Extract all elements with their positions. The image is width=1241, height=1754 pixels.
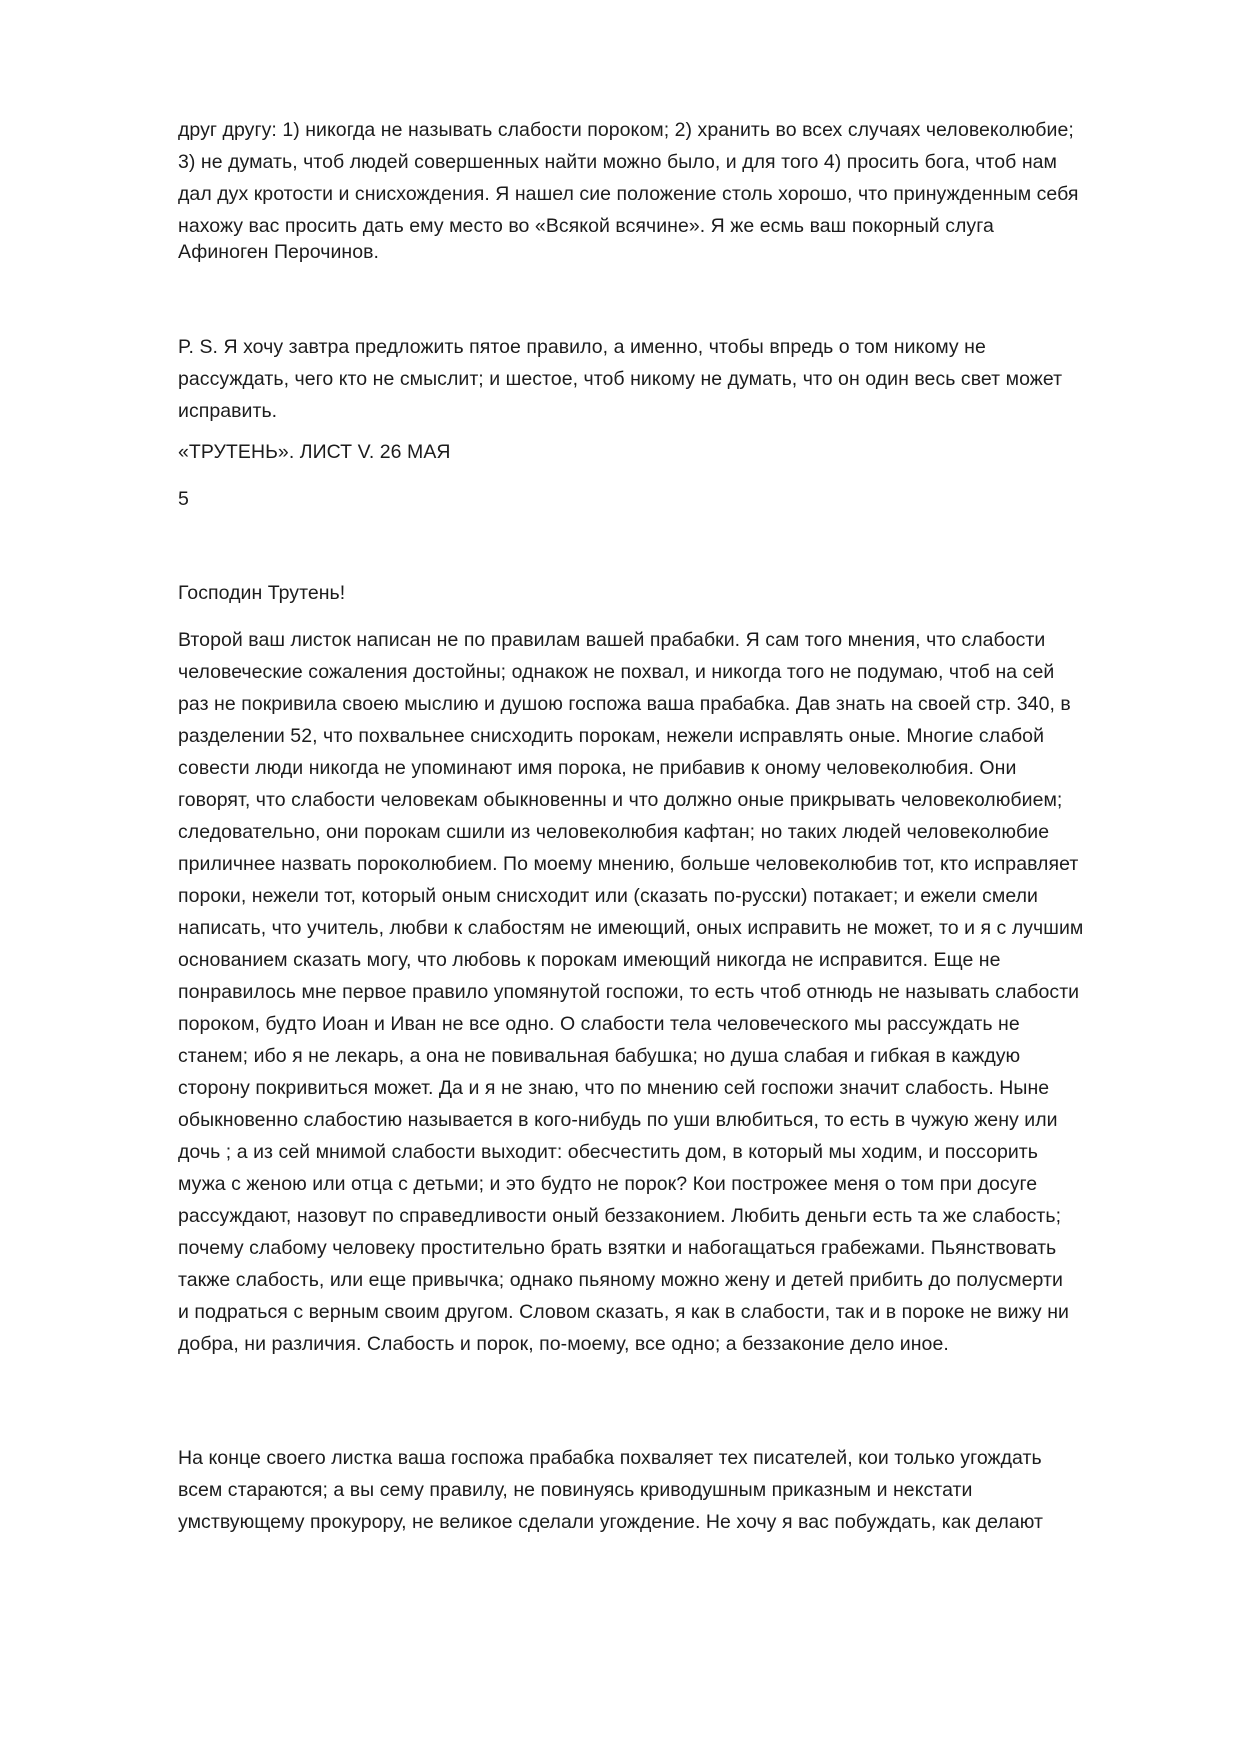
postscript bbox=[178, 331, 1163, 427]
text-line: пороком, будто Иоан и Иван не все одно. О слабости тела человеческого мы рассуждать не bbox=[178, 1013, 1020, 1035]
signature-text: Афиноген Перочинов. bbox=[178, 241, 380, 263]
text-line: добра, ни различия. Слабость и порок, по-моему, все одно; а беззаконие дело иное. bbox=[178, 1333, 949, 1355]
document-page bbox=[178, 0, 1163, 1754]
text-line: исправить. bbox=[178, 400, 278, 422]
text-line: совести люди никогда не упоминают имя порока, не прибавив к оному человеколюбия. Они bbox=[178, 757, 1017, 779]
text-line: говорят, что слабости человекам обыкновенны и что должно оные прикрывать человеколюбием; bbox=[178, 789, 1063, 811]
text-line: дочь ; а из сей мнимой слабости выходит: обесчестить дом, в который мы ходим, и поссорить bbox=[178, 1141, 1039, 1163]
text-line: P. S. Я хочу завтра предложить пятое правило, а именно, чтобы впредь о том никому не bbox=[178, 336, 986, 358]
salutation-text: Господин Трутень! bbox=[178, 582, 346, 604]
text-line: 3) не думать, чтоб людей совершенных найти можно было, и для того 4) просить бога, чтоб нам bbox=[178, 151, 1057, 173]
text-line: нахожу вас просить дать ему место во «Всякой всячине». Я же есмь ваш покорный слуга bbox=[178, 215, 994, 237]
text-line: понравилось мне первое правило упомянутой госпожи, то есть чтоб отнюдь не называть слабости bbox=[178, 981, 1080, 1003]
paragraph-letter-body bbox=[178, 624, 1163, 1360]
text-line: написать, что учитель, любви к слабостям не имеющий, оных исправить не может, то и я с лучшим bbox=[178, 917, 1084, 939]
text-line: всем стараются; а вы сему правилу, не повинуясь криводушным приказным и некстати bbox=[178, 1479, 973, 1501]
signature bbox=[178, 236, 1163, 268]
section-heading bbox=[178, 436, 1163, 468]
text-line: станем; ибо я не лекарь, а она не повивальная бабушка; но душа слабая и гибкая в каждую bbox=[178, 1045, 1021, 1067]
section-heading-text: «ТРУТЕНЬ». ЛИСТ V. 26 МАЯ bbox=[178, 441, 451, 463]
text-line: раз не покривила своею мыслию и душою госпожа ваша прабабка. Дав знать на своей стр. 340, в bbox=[178, 693, 1071, 715]
text-line: На конце своего листка ваша госпожа прабабка похваляет тех писателей, кои только угождать bbox=[178, 1447, 1042, 1469]
text-line: почему слабому человеку простительно брать взятки и набогащаться грабежами. Пьянствовать bbox=[178, 1237, 1057, 1259]
text-line: рассуждать, чего кто не смыслит; и шестое, чтоб никому не думать, что он один весь свет может bbox=[178, 368, 1063, 390]
text-line: сторону покривиться может. Да и я не знаю, что по мнению сей госпожи значит слабость. Ныне bbox=[178, 1077, 1050, 1099]
paragraph-closing bbox=[178, 1442, 1163, 1538]
paragraph-rules bbox=[178, 114, 1163, 242]
text-line: друг другу: 1) никогда не называть слабости пороком; 2) хранить во всех случаях человеколюбие; bbox=[178, 119, 1074, 141]
text-line: и подраться с верным своим другом. Словом сказать, я как в слабости, так и в пороке не вижу ни bbox=[178, 1301, 1069, 1323]
text-line: приличнее назвать пороколюбием. По моему мнению, больше человеколюбив тот, кто исправляет bbox=[178, 853, 1079, 875]
text-line: рассуждают, назовут по справедливости оный беззаконием. Любить деньги есть та же слабость; bbox=[178, 1205, 1062, 1227]
text-line: обыкновенно слабостию называется в кого-нибудь по уши влюбиться, то есть в чужую жену или bbox=[178, 1109, 1058, 1131]
section-number bbox=[178, 483, 1163, 515]
text-line: также слабость, или еще привычка; однако пьяному можно жену и детей прибить до полусмерти bbox=[178, 1269, 1063, 1291]
section-number-text: 5 bbox=[178, 488, 189, 510]
text-line: человеческие сожаления достойны; однакож не похвал, и никогда того не подумаю, чтоб на сей bbox=[178, 661, 1055, 683]
salutation bbox=[178, 577, 1163, 609]
text-line: умствующему прокурору, не великое сделали угождение. Не хочу я вас побуждать, как делают bbox=[178, 1511, 1043, 1533]
text-line: Второй ваш листок написан не по правилам вашей прабабки. Я сам того мнения, что слабости bbox=[178, 629, 1046, 651]
text-line: дал дух кротости и снисхождения. Я нашел сие положение столь хорошо, что принужденным себя bbox=[178, 183, 1079, 205]
text-line: мужа с женою или отца с детьми; и это будто не порок? Кои построжее меня о том при досуге bbox=[178, 1173, 1038, 1195]
text-line: разделении 52, что похвальнее снисходить порокам, нежели исправлять оные. Многие слабой bbox=[178, 725, 1045, 747]
text-line: пороки, нежели тот, который оным снисходит или (сказать по-русски) потакает; и ежели смели bbox=[178, 885, 1038, 907]
text-line: основанием сказать могу, что любовь к порокам имеющий никогда не исправится. Еще не bbox=[178, 949, 1001, 971]
text-line: следовательно, они порокам сшили из человеколюбия кафтан; но таких людей человеколюбие bbox=[178, 821, 1050, 843]
